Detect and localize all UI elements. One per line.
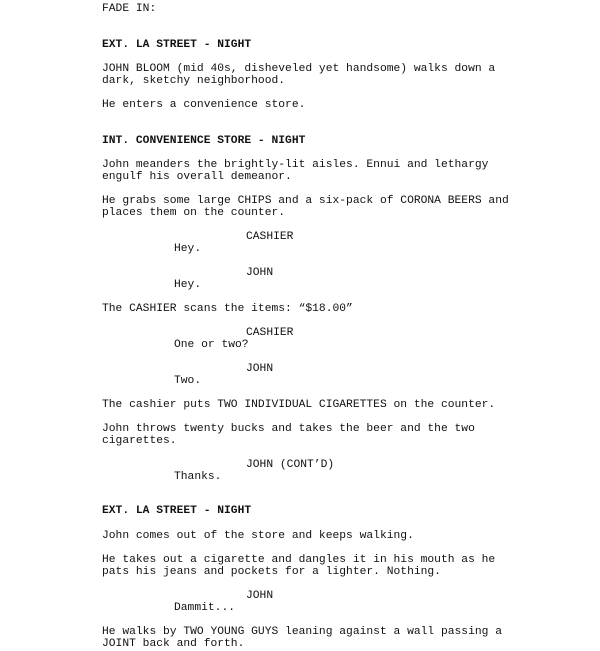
character-name: JOHN xyxy=(246,590,274,602)
action-line: cigarettes. xyxy=(102,435,177,447)
character-name: JOHN xyxy=(246,363,274,375)
action-line: engulf his overall demeanor. xyxy=(102,171,292,183)
action-line: The cashier puts TWO INDIVIDUAL CIGARETTES on the counter. xyxy=(102,399,496,411)
action-line: He enters a convenience store. xyxy=(102,99,306,111)
action-line: John throws twenty bucks and takes the beer and the two xyxy=(102,423,475,435)
action-line: JOINT back and forth. xyxy=(102,638,245,650)
action-line: John meanders the brightly-lit aisles. Ennui and lethargy xyxy=(102,159,489,171)
dialogue-line: Thanks. xyxy=(174,471,222,483)
action-line: He walks by TWO YOUNG GUYS leaning against a wall passing a xyxy=(102,626,502,638)
action-line: places them on the counter. xyxy=(102,207,286,219)
character-name: JOHN (CONT’D) xyxy=(246,459,335,471)
scene-heading: INT. CONVENIENCE STORE - NIGHT xyxy=(102,135,306,147)
action-line: He takes out a cigarette and dangles it in his mouth as he xyxy=(102,554,496,566)
character-name: CASHIER xyxy=(246,327,294,339)
dialogue-line: Two. xyxy=(174,375,202,387)
character-name: CASHIER xyxy=(246,231,294,243)
action-line: He grabs some large CHIPS and a six-pack of CORONA BEERS and xyxy=(102,195,509,207)
action-line: dark, sketchy neighborhood. xyxy=(102,75,286,87)
character-name: JOHN xyxy=(246,267,274,279)
action-line: The CASHIER scans the items: “$18.00” xyxy=(102,303,353,315)
dialogue-line: Hey. xyxy=(174,279,202,291)
action-line: John comes out of the store and keeps walking. xyxy=(102,530,414,542)
transition-fade-in: FADE IN: xyxy=(102,3,157,15)
scene-heading: EXT. LA STREET - NIGHT xyxy=(102,39,252,51)
action-line: JOHN BLOOM (mid 40s, disheveled yet handsome) walks down a xyxy=(102,63,496,75)
scene-heading: EXT. LA STREET - NIGHT xyxy=(102,505,252,517)
dialogue-line: Hey. xyxy=(174,243,202,255)
action-line: pats his jeans and pockets for a lighter. Nothing. xyxy=(102,566,441,578)
dialogue-line: One or two? xyxy=(174,339,249,351)
dialogue-line: Dammit... xyxy=(174,602,236,614)
